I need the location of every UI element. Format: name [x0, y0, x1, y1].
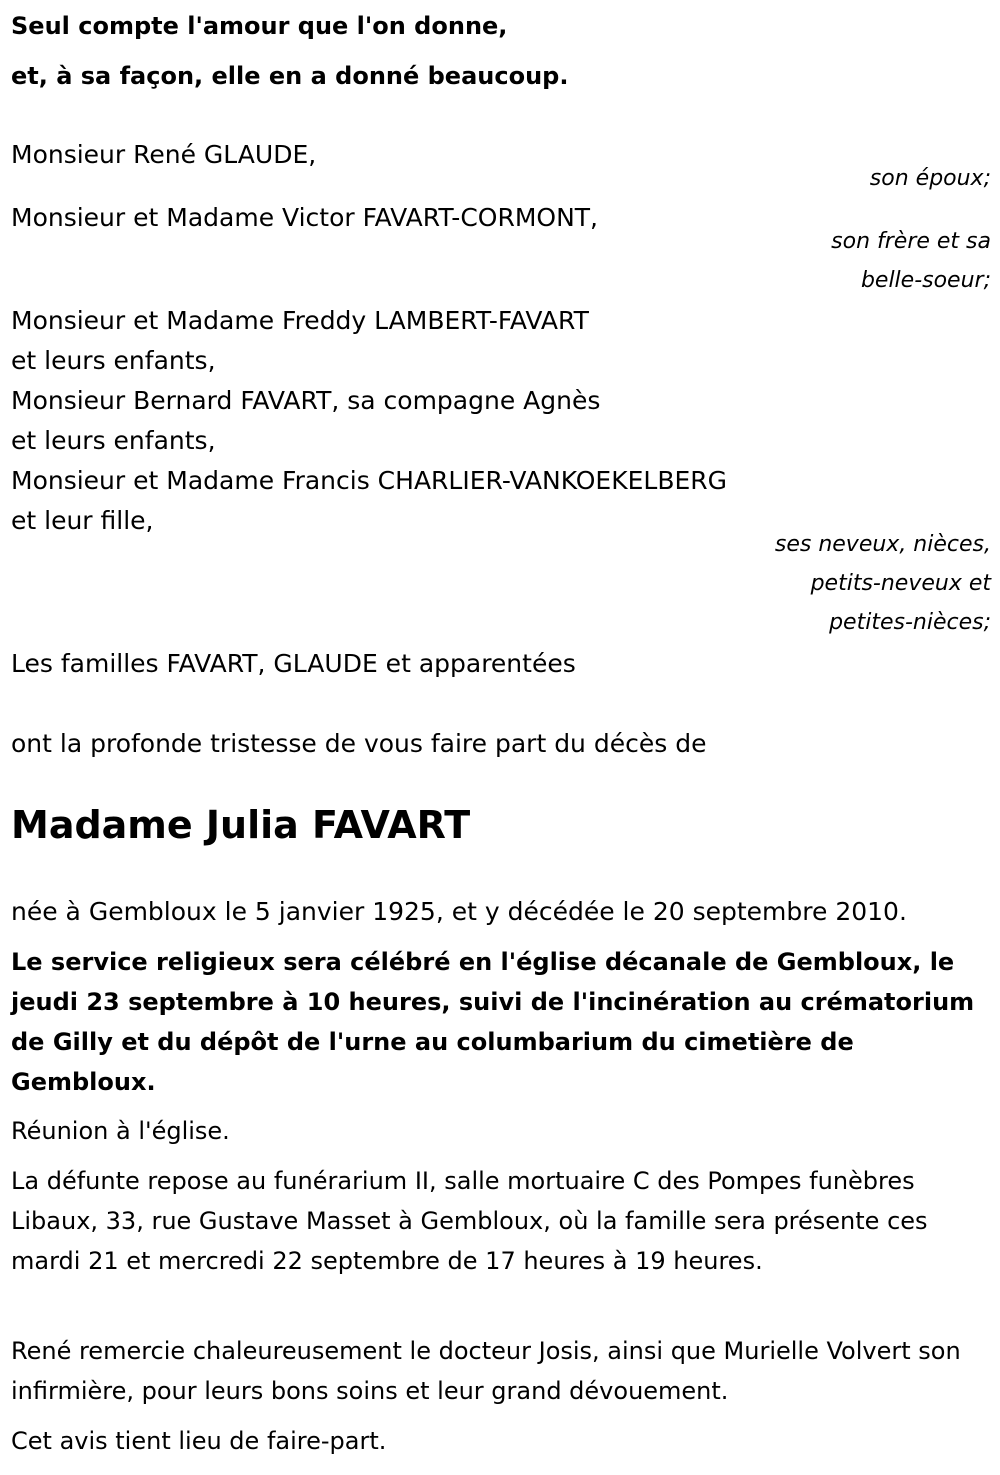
nephew-line: Monsieur Bernard FAVART, sa compagne Agnès [11, 386, 601, 415]
nephews-relation-line-2: petits-neveux et [810, 571, 991, 596]
families-line: Les familles FAVART, GLAUDE et apparentées [11, 649, 576, 678]
service-details: Le service religieux sera célébré en l'église décanale de Gembloux, le jeudi 23 septembre à 10 heures, suivi de l'incinération au crématorium de Gilly et du dépôt de l'urne au columbarium du cimetière de Gembloux. [11, 948, 975, 1096]
announcement: ont la profonde tristesse de vous faire part du décès de [11, 729, 707, 758]
nephew-line: et leur fille, [11, 506, 154, 535]
sibling-relation-line-2: belle-soeur; [860, 268, 991, 293]
thanks-note: René remercie chaleureusement le docteur Josis, ainsi que Murielle Volvert son infirmière, pour leurs bons soins et leur grand dévouement. [11, 1337, 961, 1405]
quote-line-2: et, à sa façon, elle en a donné beaucoup. [11, 62, 569, 90]
spouse-name: Monsieur René GLAUDE, [11, 140, 317, 169]
gathering-note: Réunion à l'église. [11, 1117, 230, 1145]
closing-note: Cet avis tient lieu de faire-part. [11, 1427, 387, 1455]
visitation-details: La défunte repose au funérarium II, salle mortuaire C des Pompes funèbres Libaux, 33, rue Gustave Masset à Gembloux, où la famille sera présente ces mardi 21 et mercredi 22 septembre de 17 heures à 19 heures. [11, 1167, 928, 1275]
nephews-relation-line-1: ses neveux, nièces, [774, 532, 991, 557]
birth-death-dates: née à Gembloux le 5 janvier 1925, et y décédée le 20 septembre 2010. [11, 897, 907, 926]
spouse-relation: son époux; [869, 166, 991, 191]
nephew-line: Monsieur et Madame Freddy LAMBERT-FAVART [11, 306, 589, 335]
sibling-name: Monsieur et Madame Victor FAVART-CORMONT, [11, 203, 598, 232]
deceased-name: Madame Julia FAVART [11, 803, 471, 847]
nephew-line: et leurs enfants, [11, 346, 216, 375]
quote-line-1: Seul compte l'amour que l'on donne, [11, 12, 508, 40]
sibling-relation-line-1: son frère et sa [831, 229, 991, 254]
nephew-line: Monsieur et Madame Francis CHARLIER-VANKOEKELBERG [11, 466, 728, 495]
nephews-relation-line-3: petites-nièces; [829, 610, 991, 635]
nephew-line: et leurs enfants, [11, 426, 216, 455]
